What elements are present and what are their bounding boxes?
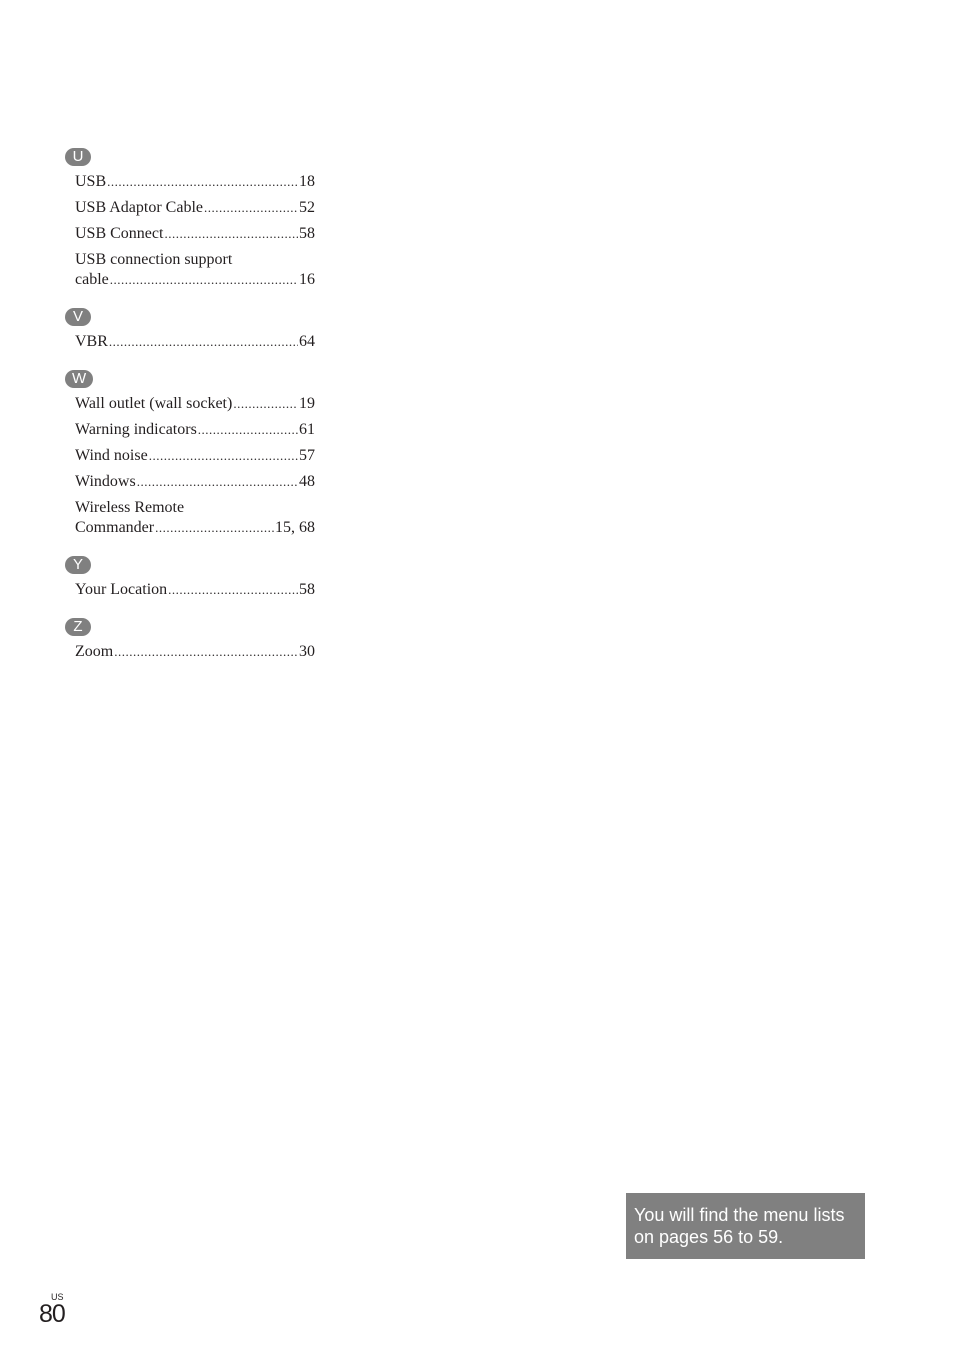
page-reference: 61 xyxy=(299,421,315,438)
entry-term: USB xyxy=(75,173,107,190)
page-reference: 58 xyxy=(299,581,315,598)
entry-term: USB Connect xyxy=(75,225,164,242)
dot-leader xyxy=(204,198,298,218)
page-reference: 48 xyxy=(299,473,315,490)
index-entry xyxy=(75,198,315,218)
entry-term: Zoom xyxy=(75,643,114,660)
index-entry xyxy=(75,250,315,290)
page-reference: 19 xyxy=(299,395,315,412)
region-label: US xyxy=(51,1292,64,1302)
entry-term: Your Location xyxy=(75,581,168,598)
dot-leader xyxy=(168,580,298,600)
index-entry xyxy=(75,172,315,192)
index-entry xyxy=(75,472,315,492)
index-entry xyxy=(75,642,315,662)
entry-term-line1: Wireless Remote xyxy=(75,499,185,516)
index-section-w xyxy=(65,370,315,538)
index-entry xyxy=(75,332,315,352)
page-reference: 18 xyxy=(299,173,315,190)
dot-leader xyxy=(233,394,298,414)
entry-term: cable xyxy=(75,271,109,288)
entry-term: Warning indicators xyxy=(75,421,197,438)
dot-leader xyxy=(149,446,298,466)
index-section-v xyxy=(65,308,315,352)
page-reference: 30 xyxy=(299,643,315,660)
letter-badge: W xyxy=(65,370,93,388)
menu-list-note: You will find the menu lists on pages 56 to 59. xyxy=(626,1193,865,1259)
dot-leader xyxy=(109,332,298,352)
index-entry xyxy=(75,498,315,538)
page-reference: 57 xyxy=(299,447,315,464)
index-entry xyxy=(75,224,315,244)
index-entry xyxy=(75,394,315,414)
index-entry xyxy=(75,420,315,440)
dot-leader xyxy=(114,642,298,662)
dot-leader xyxy=(155,518,274,538)
page-footer xyxy=(39,1292,65,1326)
dot-leader xyxy=(198,420,298,440)
index-column xyxy=(65,148,315,680)
index-section-u xyxy=(65,148,315,290)
dot-leader xyxy=(107,172,298,192)
page-reference: 15, 68 xyxy=(275,519,315,536)
index-section-z xyxy=(65,618,315,662)
letter-badge: V xyxy=(65,308,91,326)
index-entry xyxy=(75,446,315,466)
page-reference: 64 xyxy=(299,333,315,350)
letter-badge: Y xyxy=(65,556,91,574)
entry-term: VBR xyxy=(75,333,108,350)
page-reference: 16 xyxy=(299,271,315,288)
index-entry xyxy=(75,580,315,600)
entry-term-line1: USB connection support xyxy=(75,251,233,268)
entry-term: Commander xyxy=(75,519,155,536)
index-section-y xyxy=(65,556,315,600)
page-reference: 52 xyxy=(299,199,315,216)
letter-badge: U xyxy=(65,148,91,166)
entry-term: Wind noise xyxy=(75,447,148,464)
dot-leader xyxy=(164,224,298,244)
entry-term: Windows xyxy=(75,473,136,490)
page-reference: 58 xyxy=(299,225,315,242)
letter-badge: Z xyxy=(65,618,91,636)
page-number: 80 xyxy=(39,1300,65,1328)
dot-leader xyxy=(110,270,298,290)
entry-term: Wall outlet (wall socket) xyxy=(75,395,233,412)
entry-term: USB Adaptor Cable xyxy=(75,199,203,216)
dot-leader xyxy=(137,472,298,492)
